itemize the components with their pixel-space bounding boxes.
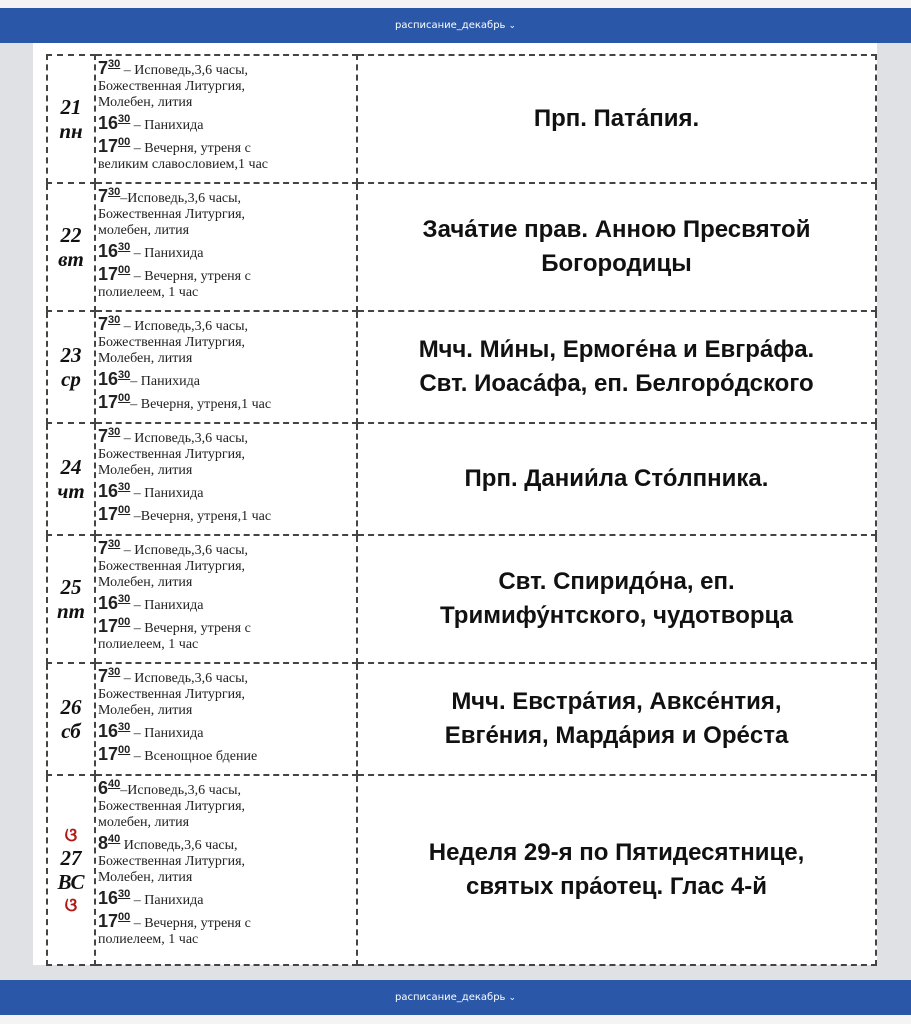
- service-text: –Исповедь,3,6 часы,: [120, 191, 242, 206]
- service-line: [98, 703, 354, 719]
- time-hour: 7: [98, 58, 109, 78]
- service-line: [98, 285, 354, 301]
- time-hour: 6: [98, 778, 109, 798]
- service-line: [98, 312, 354, 335]
- service-line: [98, 799, 354, 815]
- time-hour: 17: [98, 504, 119, 524]
- service-line: [98, 184, 354, 207]
- document-title-bar[interactable]: [0, 8, 911, 43]
- service-text: – Исповедь,3,6 часы,: [120, 319, 249, 334]
- chevron-down-icon[interactable]: ⌄: [508, 20, 516, 31]
- time-hour: 16: [98, 369, 119, 389]
- time-hour: 17: [98, 744, 119, 764]
- feast-cell: [357, 663, 876, 775]
- service-line: [98, 111, 354, 134]
- time-minutes: 00: [118, 744, 131, 756]
- service-line: [98, 831, 354, 854]
- service-text: молебен, лития: [98, 815, 190, 830]
- feast-title: Прп. Дании́ла Сто́лпника.: [464, 465, 769, 492]
- service-line: [98, 79, 354, 95]
- day-cell: [47, 535, 95, 663]
- service-text: Божественная Литургия,: [98, 559, 246, 574]
- time-hour: 17: [98, 911, 119, 931]
- service-line: [98, 909, 354, 932]
- service-line: [98, 390, 354, 413]
- day-number: 27: [60, 846, 82, 870]
- service-line: [98, 134, 354, 157]
- feast-title: Неделя 29-я по Пятидесятнице,: [428, 839, 805, 866]
- service-line: [98, 351, 354, 367]
- service-text: Божественная Литургия,: [98, 447, 246, 462]
- table-row: [47, 535, 876, 663]
- feast-title: Свт. Иоаса́фа, еп. Белгоро́дского: [419, 370, 814, 397]
- day-number: 21: [60, 95, 82, 119]
- service-text: – Панихида: [130, 598, 204, 613]
- bottom-strip: [0, 1015, 911, 1024]
- table-row: [47, 775, 876, 965]
- service-line: [98, 536, 354, 559]
- time-minutes: 30: [118, 888, 131, 900]
- time-hour: 16: [98, 888, 119, 908]
- service-text: – Вечерня, утреня с: [130, 621, 251, 636]
- service-line: [98, 239, 354, 262]
- service-line: [98, 687, 354, 703]
- service-line: [98, 367, 354, 390]
- time-minutes: 30: [118, 593, 131, 605]
- time-minutes: 00: [118, 504, 131, 516]
- service-text: полиелеем, 1 час: [98, 285, 199, 300]
- service-text: –Вечерня, утреня,1 час: [130, 509, 272, 524]
- document-title: расписание_декабрь: [394, 20, 506, 31]
- feast-title: Зача́тие прав. Анною Пресвятой: [422, 216, 811, 243]
- table-row: [47, 55, 876, 183]
- service-text: – Вечерня, утреня с: [130, 269, 251, 284]
- chevron-down-icon[interactable]: ⌄: [508, 992, 516, 1003]
- service-text: Божественная Литургия,: [98, 207, 246, 222]
- service-line: [98, 335, 354, 351]
- time-minutes: 00: [118, 911, 131, 923]
- day-cell: [47, 183, 95, 311]
- service-line: [98, 854, 354, 870]
- service-line: [98, 776, 354, 799]
- day-number: 25: [60, 575, 82, 599]
- feast-title: Евге́ния, Марда́рия и Оре́ста: [444, 722, 789, 749]
- service-text: Молебен, лития: [98, 95, 193, 110]
- service-line: [98, 886, 354, 909]
- service-text: – Вечерня, утреня с: [130, 916, 251, 931]
- time-hour: 7: [98, 538, 109, 558]
- time-minutes: 30: [108, 426, 121, 438]
- feast-cell: [357, 55, 876, 183]
- day-of-week: чт: [57, 479, 85, 503]
- day-cell: [47, 423, 95, 535]
- service-text: – Панихида: [130, 118, 204, 133]
- service-line: [98, 262, 354, 285]
- service-line: [98, 664, 354, 687]
- service-text: – Исповедь,3,6 часы,: [120, 431, 249, 446]
- service-line: [98, 614, 354, 637]
- service-times-cell: [95, 775, 357, 965]
- day-number: 22: [60, 223, 82, 247]
- day-of-week: сб: [61, 719, 81, 743]
- day-cell: [47, 663, 95, 775]
- ornament-icon: ଓ: [64, 895, 78, 915]
- service-text: – Исповедь,3,6 часы,: [120, 543, 249, 558]
- service-text: Молебен, лития: [98, 575, 193, 590]
- time-minutes: 30: [118, 481, 131, 493]
- service-text: Божественная Литургия,: [98, 687, 246, 702]
- service-line: [98, 157, 354, 173]
- schedule-table: [46, 54, 877, 966]
- time-hour: 7: [98, 426, 109, 446]
- day-cell: [47, 775, 95, 965]
- time-minutes: 30: [108, 538, 121, 550]
- feast-cell: [357, 311, 876, 423]
- day-of-week: пт: [56, 599, 85, 623]
- service-text: – Панихида: [130, 374, 200, 389]
- service-text: – Панихида: [130, 246, 204, 261]
- ornament-icon: ଓ: [64, 825, 78, 845]
- service-line: [98, 502, 354, 525]
- time-hour: 17: [98, 264, 119, 284]
- service-text: Молебен, лития: [98, 703, 193, 718]
- service-text: – Вечерня, утреня,1 час: [130, 397, 272, 412]
- time-hour: 7: [98, 314, 109, 334]
- time-minutes: 30: [118, 721, 131, 733]
- day-of-week: вт: [58, 247, 84, 271]
- service-times-cell: [95, 311, 357, 423]
- time-minutes: 30: [108, 58, 121, 70]
- day-cell: [47, 311, 95, 423]
- time-minutes: 00: [118, 392, 131, 404]
- feast-title: Свт. Спиридо́на, еп.: [498, 568, 735, 595]
- time-minutes: 40: [108, 778, 121, 790]
- service-line: [98, 559, 354, 575]
- document-title-bar-bottom[interactable]: [0, 980, 911, 1015]
- time-minutes: 30: [118, 241, 131, 253]
- service-text: –Исповедь,3,6 часы,: [120, 783, 242, 798]
- feast-title: святых пра́отец. Глас 4-й: [466, 873, 767, 900]
- service-line: [98, 870, 354, 886]
- time-hour: 17: [98, 616, 119, 636]
- service-line: [98, 637, 354, 653]
- service-line: [98, 223, 354, 239]
- time-minutes: 30: [118, 369, 131, 381]
- service-line: [98, 424, 354, 447]
- time-minutes: 30: [118, 113, 131, 125]
- table-row: [47, 423, 876, 535]
- time-hour: 16: [98, 481, 119, 501]
- service-times-cell: [95, 663, 357, 775]
- service-text: – Панихида: [130, 486, 204, 501]
- service-line: [98, 932, 354, 948]
- table-row: [47, 183, 876, 311]
- service-text: великим славословием,1 час: [98, 157, 268, 172]
- service-line: [98, 742, 354, 765]
- service-text: Божественная Литургия,: [98, 854, 246, 869]
- service-times-cell: [95, 535, 357, 663]
- top-strip: [0, 0, 911, 8]
- service-text: Божественная Литургия,: [98, 79, 246, 94]
- service-text: Молебен, лития: [98, 463, 193, 478]
- time-hour: 17: [98, 136, 119, 156]
- document-page: [33, 43, 877, 965]
- time-hour: 16: [98, 593, 119, 613]
- service-times-cell: [95, 55, 357, 183]
- time-hour: 7: [98, 666, 109, 686]
- feast-cell: [357, 535, 876, 663]
- time-minutes: 40: [108, 833, 121, 845]
- day-of-week: ВС: [57, 870, 85, 894]
- feast-title: Мчч. Евстра́тия, Авксе́нтия,: [451, 688, 782, 715]
- feast-cell: [357, 183, 876, 311]
- table-row: [47, 663, 876, 775]
- day-number: 24: [60, 455, 82, 479]
- day-of-week: ср: [61, 367, 81, 391]
- service-line: [98, 591, 354, 614]
- service-text: – Исповедь,3,6 часы,: [120, 63, 249, 78]
- service-line: [98, 463, 354, 479]
- service-text: – Исповедь,3,6 часы,: [120, 671, 249, 686]
- time-hour: 16: [98, 721, 119, 741]
- service-line: [98, 719, 354, 742]
- service-text: Исповедь,3,6 часы,: [120, 838, 238, 853]
- feast-cell: [357, 775, 876, 965]
- service-line: [98, 575, 354, 591]
- service-line: [98, 56, 354, 79]
- service-text: полиелеем, 1 час: [98, 932, 199, 947]
- time-minutes: 30: [108, 186, 121, 198]
- time-hour: 8: [98, 833, 109, 853]
- feast-title: Богородицы: [541, 250, 692, 277]
- feast-title: Мчч. Ми́ны, Ермоге́на и Евгра́фа.: [418, 336, 815, 363]
- service-text: – Панихида: [130, 726, 204, 741]
- service-text: Молебен, лития: [98, 351, 193, 366]
- service-text: Молебен, лития: [98, 870, 193, 885]
- feast-cell: [357, 423, 876, 535]
- time-minutes: 00: [118, 264, 131, 276]
- time-minutes: 30: [108, 314, 121, 326]
- feast-title: Прп. Пата́пия.: [533, 105, 700, 132]
- service-text: – Панихида: [130, 893, 204, 908]
- time-hour: 17: [98, 392, 119, 412]
- service-line: [98, 447, 354, 463]
- service-text: – Вечерня, утреня с: [130, 141, 251, 156]
- time-minutes: 00: [118, 136, 131, 148]
- time-hour: 7: [98, 186, 109, 206]
- service-line: [98, 95, 354, 111]
- service-text: Божественная Литургия,: [98, 335, 246, 350]
- service-text: Божественная Литургия,: [98, 799, 246, 814]
- service-line: [98, 815, 354, 831]
- feast-title: Тримифу́нтского, чудотворца: [440, 602, 793, 629]
- service-text: – Всенощное бдение: [130, 749, 258, 764]
- service-text: полиелеем, 1 час: [98, 637, 199, 652]
- service-text: молебен, лития: [98, 223, 190, 238]
- day-number: 23: [60, 343, 82, 367]
- day-number: 26: [60, 695, 82, 719]
- time-minutes: 30: [108, 666, 121, 678]
- service-times-cell: [95, 183, 357, 311]
- table-row: [47, 311, 876, 423]
- service-line: [98, 479, 354, 502]
- time-hour: 16: [98, 241, 119, 261]
- time-hour: 16: [98, 113, 119, 133]
- day-cell: [47, 55, 95, 183]
- day-of-week: пн: [59, 119, 83, 143]
- service-line: [98, 207, 354, 223]
- service-times-cell: [95, 423, 357, 535]
- document-title: расписание_декабрь: [394, 992, 506, 1003]
- time-minutes: 00: [118, 616, 131, 628]
